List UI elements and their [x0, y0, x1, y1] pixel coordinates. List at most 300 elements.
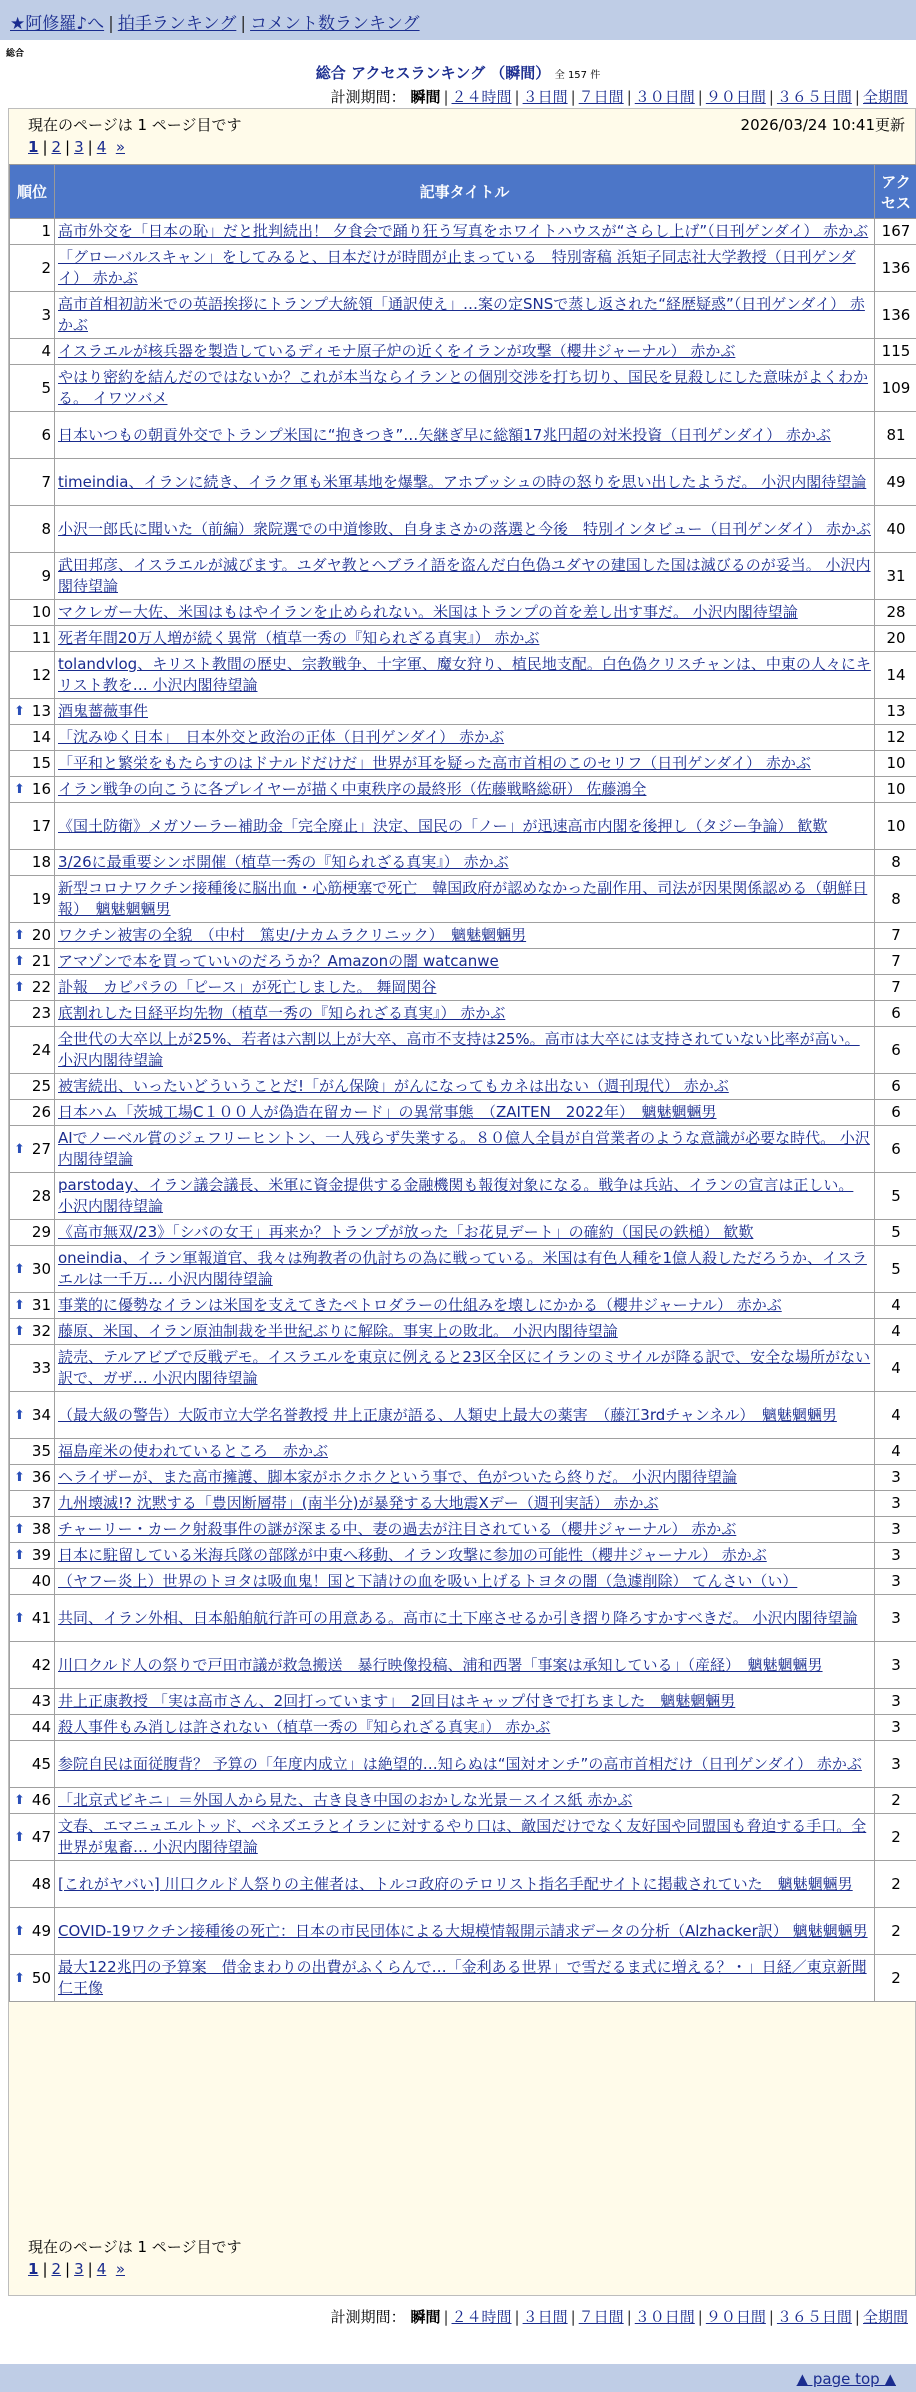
article-title-link[interactable]: 事業的に優勢なイランは米国を支えてきたペトロダラーの仕組みを壊しにかかる（櫻井ジャーナル） 赤かぶ — [58, 1296, 782, 1314]
article-title-link[interactable]: やはり密約を結んだのではないか？これが本当ならイランとの個別交渉を打ち切り、国民を見殺しにした意味がよくわかる。 イワツバメ — [58, 368, 869, 407]
pager-page-4[interactable]: 4 — [96, 138, 107, 156]
rank-up-arrow-icon: ⬆ — [14, 1610, 25, 1626]
title-cell — [55, 1173, 875, 1220]
article-title-link[interactable]: timeindia、イランに続き、イラク軍も米軍基地を爆撃。アホブッシュの時の怒りを思い出したようだ。 小沢内閣待望論 — [58, 472, 867, 491]
access-count: 8 — [875, 850, 916, 876]
rank-number: 15 — [31, 754, 51, 772]
table-row — [10, 1392, 916, 1439]
rank-cell — [10, 777, 55, 803]
title-cell — [55, 1908, 875, 1955]
header-title: 記事タイトル — [55, 165, 875, 219]
table-row — [10, 1788, 916, 1814]
rank-number: 20 — [31, 926, 51, 944]
title-cell — [55, 725, 875, 751]
pager-page-4[interactable]: 4 — [96, 2260, 107, 2278]
title-cell — [55, 1100, 875, 1126]
footer-bar — [0, 2364, 916, 2392]
title-cell — [55, 1439, 875, 1465]
table-row — [10, 777, 916, 803]
article-title-link[interactable]: 被害続出、いったいどういうことだ!「がん保険」がんになってもカネは出ない（週刊現代） 赤かぶ — [58, 1077, 729, 1095]
pager-page-3[interactable]: 3 — [74, 138, 84, 156]
general-tag: 総合 — [6, 49, 25, 59]
title-cell — [55, 1595, 875, 1642]
rank-number: 19 — [31, 889, 51, 908]
access-count: 3 — [875, 1517, 916, 1543]
access-count: 10 — [875, 803, 916, 850]
article-title-link[interactable]: ワクチン被害の全貌 （中村 篤史/ナカムラクリニック） 魑魅魍魎男 — [58, 926, 527, 944]
access-count: 3 — [875, 1689, 916, 1715]
article-title-link[interactable]: 日本いつもの朝貢外交でトランプ米国に“抱きつき”…矢継ぎ早に総額17兆円超の対米投資（日刊ゲンダイ） 赤かぶ — [58, 425, 831, 444]
rank-cell — [10, 1345, 55, 1392]
rank-cell — [10, 1642, 55, 1689]
access-count: 31 — [875, 553, 916, 600]
title-cell — [55, 1126, 875, 1173]
period-90d-link[interactable]: ９０日間 — [705, 2308, 766, 2326]
access-count: 14 — [875, 652, 916, 699]
title-cell — [55, 850, 875, 876]
period-label: 計測期間： — [330, 2308, 406, 2326]
rank-cell — [10, 975, 55, 1001]
rank-number: 38 — [31, 1520, 51, 1538]
title-cell — [55, 699, 875, 725]
rank-number: 49 — [31, 1921, 51, 1940]
rank-cell — [10, 1392, 55, 1439]
rank-number: 9 — [41, 566, 51, 585]
rank-number: 16 — [31, 780, 51, 798]
rank-number: 46 — [31, 1791, 51, 1809]
rank-number: 35 — [31, 1442, 51, 1460]
rank-number: 13 — [31, 702, 51, 720]
rank-number: 12 — [31, 665, 51, 684]
rank-number: 3 — [41, 305, 51, 324]
rank-number: 23 — [31, 1004, 51, 1022]
access-count: 5 — [875, 1246, 916, 1293]
clap-ranking-link[interactable]: 拍手ランキング — [117, 14, 237, 34]
title-cell — [55, 1001, 875, 1027]
table-row — [10, 751, 916, 777]
article-title-link[interactable]: イラン戦争の向こうに各プレイヤーが描く中東秩序の最終形（佐藤戦略総研） 佐藤鴻全 — [58, 780, 647, 798]
rank-number: 18 — [31, 853, 51, 871]
pager-top: 1 | 2 | 3 | 4 » — [28, 138, 125, 156]
title-cell — [55, 1543, 875, 1569]
article-title-link[interactable]: （ヤフー炎上）世界のトヨタは吸血鬼！国と下請けの血を吸い上げるトヨタの闇（急遽削除） てんさい（い） — [58, 1572, 798, 1590]
title-cell — [55, 365, 875, 412]
rank-up-arrow-icon: ⬆ — [14, 782, 25, 797]
table-row — [10, 506, 916, 553]
article-title-link[interactable]: 小沢一郎氏に聞いた（前編）衆院選での中道惨敗、自身まさかの落選と今後 特別インタビュー（日刊ゲンダイ） 赤かぶ — [58, 519, 871, 538]
access-count: 81 — [875, 412, 916, 459]
table-row — [10, 1861, 916, 1908]
rank-cell — [10, 292, 55, 339]
rank-up-arrow-icon: ⬆ — [14, 954, 25, 969]
article-title-link[interactable]: 日本ハム「茨城工場C１００人が偽造在留カード」の異常事態 （ZAITEN 2022年） 魑魅魍魎男 — [58, 1103, 717, 1121]
article-title-link[interactable]: 日本に駐留している米海兵隊の部隊が中東へ移動、イラン攻撃に参加の可能性（櫻井ジャーナル） 赤かぶ — [58, 1546, 767, 1564]
period-all-link[interactable]: 全期間 — [862, 2308, 908, 2326]
pager-page-2[interactable]: 2 — [51, 2260, 62, 2278]
table-row — [10, 949, 916, 975]
rank-cell — [10, 412, 55, 459]
title-cell — [55, 600, 875, 626]
rank-up-arrow-icon: ⬆ — [14, 1324, 25, 1339]
rank-up-arrow-icon: ⬆ — [14, 1470, 25, 1485]
rank-cell — [10, 751, 55, 777]
article-title-link[interactable]: 読売、テルアビブで反戦デモ。イスラエルを東京に例えると23区全区にイランのミサイルが降る訳で、安全な場所がない訳で、ガザ… 小沢内閣待望論 — [58, 1348, 871, 1387]
access-count: 6 — [875, 1027, 916, 1074]
rank-cell — [10, 1689, 55, 1715]
table-row — [10, 1220, 916, 1246]
access-count: 10 — [875, 777, 916, 803]
pager-next[interactable]: » — [115, 2260, 125, 2278]
ranking-table — [9, 164, 916, 2002]
access-count: 49 — [875, 459, 916, 506]
title-cell — [55, 1642, 875, 1689]
title-cell — [55, 1861, 875, 1908]
access-count: 6 — [875, 1126, 916, 1173]
access-count: 2 — [875, 1814, 916, 1861]
top-nav-bar — [0, 0, 916, 40]
title-cell — [55, 412, 875, 459]
article-title-link[interactable]: 「北京式ビキニ」＝外国人から見た、古き良き中国のおかしな光景－スイス紙 赤かぶ — [58, 1791, 633, 1809]
period-90d-link[interactable]: ９０日間 — [705, 88, 766, 106]
rank-cell — [10, 1517, 55, 1543]
pager-next[interactable]: » — [115, 138, 125, 156]
access-count: 3 — [875, 1741, 916, 1788]
rank-number: 29 — [31, 1223, 51, 1241]
rank-up-arrow-icon: ⬆ — [14, 1261, 25, 1277]
access-count: 13 — [875, 699, 916, 725]
table-row — [10, 803, 916, 850]
article-title-link[interactable]: [これがヤバい] 川口クルド人祭りの主催者は、トルコ政府のテロリスト指名手配サイトに掲載されていた 魑魅魍魎男 — [58, 1874, 853, 1893]
access-count: 4 — [875, 1439, 916, 1465]
article-title-link[interactable]: tolandvlog、キリスト教間の歴史、宗教戦争、十字軍、魔女狩り、植民地支配。白色偽クリスチャンは、中東の人々にキリスト教を… 小沢内閣待望論 — [58, 655, 871, 694]
rank-cell — [10, 1246, 55, 1293]
article-title-link[interactable]: 川口クルド人の祭りで戸田市議が救急搬送 暴行映像投稿、浦和西署「事案は承知している」（産経） 魑魅魍魎男 — [58, 1655, 823, 1674]
article-title-link[interactable]: 《高市無双/23》「シバの女王」再来か？トランプが放った「お花見デート」の確約（国民の鉄槌） 歓歎 — [58, 1223, 754, 1241]
title-cell — [55, 1246, 875, 1293]
table-row — [10, 1741, 916, 1788]
rank-cell — [10, 219, 55, 245]
rank-number: 22 — [31, 978, 51, 996]
rank-number: 48 — [31, 1874, 51, 1893]
title-cell — [55, 923, 875, 949]
article-title-link[interactable]: 高市首相初訪米での英語挨拶にトランプ大統領「通訳使え」…案の定SNSで蒸し返された“経歴疑惑”（日刊ゲンダイ） 赤かぶ — [58, 295, 865, 334]
article-title-link[interactable]: 福島産米の使われているところ 赤かぶ — [58, 1442, 329, 1460]
table-row — [10, 1465, 916, 1491]
title-cell — [55, 245, 875, 292]
title-cell — [55, 1220, 875, 1246]
rank-cell — [10, 850, 55, 876]
pager-page-3[interactable]: 3 — [74, 2260, 84, 2278]
table-row — [10, 1715, 916, 1741]
article-title-link[interactable]: COVID-19ワクチン接種後の死亡：日本の市民団体による大規模情報開示請求データの分析（Alzhacker訳） 魑魅魍魎男 — [58, 1921, 868, 1940]
rank-cell — [10, 803, 55, 850]
rank-up-arrow-icon: ⬆ — [14, 1829, 25, 1845]
period-current: 瞬間 — [410, 88, 441, 106]
rank-number: 14 — [31, 728, 51, 746]
article-title-link[interactable]: 高市外交を「日本の恥」だと批判続出！ 夕食会で踊り狂う写真をホワイトハウスが“さらし上げ”（日刊ゲンダイ） 赤かぶ — [58, 222, 869, 240]
title-cell — [55, 1715, 875, 1741]
table-row — [10, 923, 916, 949]
rank-number: 31 — [31, 1296, 51, 1314]
table-row — [10, 1293, 916, 1319]
rank-cell — [10, 1027, 55, 1074]
table-row — [10, 1814, 916, 1861]
rank-number: 11 — [31, 629, 51, 647]
article-title-link[interactable]: 藤原、米国、イラン原油制裁を半世紀ぶりに解除。事実上の敗北。 小沢内閣待望論 — [58, 1322, 618, 1340]
header-access: アクセス — [875, 165, 916, 219]
access-count: 12 — [875, 725, 916, 751]
title-cell — [55, 975, 875, 1001]
article-title-link[interactable]: 「沈みゆく日本」 日本外交と政治の正体（日刊ゲンダイ） 赤かぶ — [58, 728, 505, 746]
rank-cell — [10, 1319, 55, 1345]
article-title-link[interactable]: チャーリー・カーク射殺事件の謎が深まる中、妻の過去が注目されている（櫻井ジャーナル） 赤かぶ — [58, 1520, 737, 1538]
page-info-top: 現在のページは 1 ページ目です — [28, 116, 242, 134]
title-cell — [55, 1517, 875, 1543]
table-row — [10, 1173, 916, 1220]
rank-number: 28 — [31, 1186, 51, 1205]
rank-number: 21 — [31, 952, 51, 970]
title-cell — [55, 1569, 875, 1595]
pager-page-1[interactable]: 1 — [28, 138, 39, 156]
access-count: 115 — [875, 339, 916, 365]
article-title-link[interactable]: 酒鬼薔薇事件 — [58, 702, 149, 720]
title-cell — [55, 876, 875, 923]
rank-up-arrow-icon: ⬆ — [14, 1141, 25, 1157]
top-nav: ★阿修羅♪へ | 拍手ランキング | コメント数ランキング — [10, 14, 420, 34]
table-row — [10, 1517, 916, 1543]
rank-up-arrow-icon: ⬆ — [14, 1298, 25, 1313]
access-count: 3 — [875, 1465, 916, 1491]
article-title-link[interactable]: （最大級の警告）大阪市立大学名誉教授 井上正康が語る、人類史上最大の薬害 （藤江3rdチャンネル） 魑魅魍魎男 — [58, 1405, 837, 1424]
rank-number: 37 — [31, 1494, 51, 1512]
article-title-link[interactable]: 「平和と繁栄をもたらすのはドナルドだけだ」世界が耳を疑った高市首相のこのセリフ（日刊ゲンダイ） 赤かぶ — [58, 754, 811, 772]
access-count: 4 — [875, 1319, 916, 1345]
table-row — [10, 876, 916, 923]
rank-cell — [10, 876, 55, 923]
table-row — [10, 292, 916, 339]
rank-cell — [10, 245, 55, 292]
period-3d-link[interactable]: ３日間 — [522, 88, 568, 106]
rank-number: 2 — [41, 258, 51, 277]
access-count: 40 — [875, 506, 916, 553]
article-title-link[interactable]: マクレガー大佐、米国はもはやイランを止められない。米国はトランプの首を差し出す事だ。 小沢内閣待望論 — [58, 603, 798, 621]
rank-number: 25 — [31, 1077, 51, 1095]
title-cell — [55, 803, 875, 850]
rank-cell — [10, 1220, 55, 1246]
rank-number: 45 — [31, 1754, 51, 1773]
rank-cell — [10, 1908, 55, 1955]
title-cell — [55, 1319, 875, 1345]
access-count: 136 — [875, 245, 916, 292]
article-title-link[interactable]: ヘライザーが、また高市擁護、脚本家がホクホクという事で、色がついたら終りだ。 小沢内閣待望論 — [58, 1468, 738, 1486]
title-cell — [55, 1074, 875, 1100]
period-3d-link[interactable]: ３日間 — [522, 2308, 568, 2326]
rank-cell — [10, 1595, 55, 1642]
rank-cell — [10, 339, 55, 365]
access-count: 2 — [875, 1788, 916, 1814]
table-row — [10, 626, 916, 652]
article-title-link[interactable]: イスラエルが核兵器を製造しているディモナ原子炉の近くをイランが攻撃（櫻井ジャーナル） 赤かぶ — [58, 342, 736, 360]
rank-cell — [10, 652, 55, 699]
access-count: 3 — [875, 1543, 916, 1569]
access-count: 3 — [875, 1642, 916, 1689]
rank-up-arrow-icon: ⬆ — [14, 1923, 25, 1939]
table-row — [10, 339, 916, 365]
table-row — [10, 1569, 916, 1595]
table-row — [10, 1001, 916, 1027]
pager-page-2[interactable]: 2 — [51, 138, 62, 156]
rank-cell — [10, 1715, 55, 1741]
article-title-link[interactable]: oneindia、イラン軍報道官、我々は殉教者の仇討ちの為に戦っている。米国は有色人種を1億人殺しただろうか、イスラエルは一千万… 小沢内閣待望論 — [58, 1249, 867, 1288]
access-count: 4 — [875, 1293, 916, 1319]
header-rank: 順位 — [10, 165, 55, 219]
access-count: 6 — [875, 1100, 916, 1126]
article-title-link[interactable]: AIでノーベル賞のジェフリーヒントン、一人残らず失業する。８０億人全員が自営業者のような意識が必要な時代。 小沢内閣待望論 — [58, 1129, 870, 1168]
rank-number: 10 — [31, 603, 51, 621]
rank-number: 5 — [41, 378, 51, 397]
article-title-link[interactable]: 全世代の大卒以上が25%、若者は六割以上が大卒、高市不支持は25%。高市は大卒には支持されていない比率が高い。 小沢内閣待望論 — [58, 1030, 860, 1069]
asyura-home-link[interactable]: ★阿修羅♪へ — [10, 14, 105, 34]
rank-cell — [10, 506, 55, 553]
period-selector-bottom: 計測期間： 瞬間 | ２４時間 | ３日間 | ７日間 | ３０日間 | ９０日間 | ３６５日間 | 全期間 — [330, 2308, 908, 2326]
title-cell — [55, 949, 875, 975]
pager-bottom: 1 | 2 | 3 | 4 » — [28, 2260, 125, 2278]
rank-number: 30 — [31, 1259, 51, 1278]
rank-number: 40 — [31, 1572, 51, 1590]
article-title-link[interactable]: 《国土防衛》メガソーラー補助金「完全廃止」決定、国民の「ノー」が迅速高市内閣を後押し（タジー争論） 歓歎 — [58, 816, 828, 835]
rank-number: 50 — [31, 1968, 51, 1987]
rank-up-arrow-icon: ⬆ — [14, 704, 25, 719]
title-cell — [55, 1955, 875, 2002]
table-row — [10, 1345, 916, 1392]
rank-up-arrow-icon: ⬆ — [14, 1793, 25, 1808]
rank-number: 26 — [31, 1103, 51, 1121]
table-row — [10, 1543, 916, 1569]
rank-number: 34 — [31, 1405, 51, 1424]
title-cell — [55, 777, 875, 803]
rank-cell — [10, 1569, 55, 1595]
table-row — [10, 1074, 916, 1100]
title-cell — [55, 1689, 875, 1715]
article-title-link[interactable]: 訃報 カピパラの「ピース」が死亡しました。 舞岡関谷 — [58, 978, 437, 996]
pager-page-1[interactable]: 1 — [28, 2260, 39, 2278]
article-title-link[interactable]: 最大122兆円の予算案 借金まわりの出費がふくらんで…「金利ある世界」で雪だるま式に増える？・」日経／東京新聞 仁王像 — [58, 1958, 867, 1997]
period-365d-link[interactable]: ３６５日間 — [776, 88, 852, 106]
article-title-link[interactable]: 死者年間20万人増が続く異常（植草一秀の『知られざる真実』） 赤かぶ — [58, 629, 540, 647]
access-count: 6 — [875, 1001, 916, 1027]
rank-cell — [10, 1465, 55, 1491]
rank-up-arrow-icon: ⬆ — [14, 980, 25, 995]
article-title-link[interactable]: 「グローバルスキャン」をしてみると、日本だけが時間が止まっている 特別寄稿 浜矩子同志社大学教授（日刊ゲンダイ） 赤かぶ — [58, 248, 856, 287]
table-row — [10, 245, 916, 292]
access-count: 6 — [875, 1074, 916, 1100]
table-row — [10, 600, 916, 626]
ranking-title-line — [0, 62, 916, 83]
title-cell — [55, 1345, 875, 1392]
rank-number: 42 — [31, 1655, 51, 1674]
period-7d-link[interactable]: ７日間 — [578, 88, 624, 106]
table-row — [10, 219, 916, 245]
rank-cell — [10, 1741, 55, 1788]
table-row — [10, 1027, 916, 1074]
period-all-link[interactable]: 全期間 — [862, 88, 908, 106]
article-title-link[interactable]: 新型コロナワクチン接種後に脳出血・心筋梗塞で死亡 韓国政府が認めなかった副作用、司法が因果関係認める（朝鮮日報） 魑魅魍魎男 — [58, 879, 868, 918]
table-row — [10, 1908, 916, 1955]
article-title-link[interactable]: 井上正康教授 「実は高市さん、2回打っています」 2回目はキャップ付きで打ちました 魑魅魍魎男 — [58, 1692, 736, 1710]
article-title-link[interactable]: 九州壊滅!? 沈黙する「豊因断層帯」(南半分)が暴発する大地震Xデー（週刊実話） 赤かぶ — [58, 1494, 659, 1512]
rank-number: 1 — [41, 222, 51, 240]
article-title-link[interactable]: 共同、イラン外相、日本船舶航行許可の用意ある。高市に土下座させるか引き摺り降ろすかすべきだ。 小沢内閣待望論 — [58, 1608, 858, 1627]
access-count: 109 — [875, 365, 916, 412]
rank-number: 6 — [41, 425, 51, 444]
rank-cell — [10, 1491, 55, 1517]
rank-cell — [10, 626, 55, 652]
table-row — [10, 1319, 916, 1345]
article-title-link[interactable]: 武田邦彦、イスラエルが滅びます。ユダヤ教とヘブライ語を盗んだ白色偽ユダヤの建国した国は滅びるのが妥当。 小沢内閣待望論 — [58, 556, 871, 595]
period-24h-link[interactable]: ２４時間 — [451, 2308, 512, 2326]
rank-cell — [10, 459, 55, 506]
rank-number: 27 — [31, 1139, 51, 1158]
table-row — [10, 1595, 916, 1642]
period-7d-link[interactable]: ７日間 — [578, 2308, 624, 2326]
rank-number: 24 — [31, 1040, 51, 1059]
article-title-link[interactable]: 殺人事件もみ消しは許されない（植草一秀の『知られざる真実』） 赤かぶ — [58, 1718, 551, 1736]
rank-cell — [10, 600, 55, 626]
title-cell — [55, 1293, 875, 1319]
period-365d-link[interactable]: ３６５日間 — [776, 2308, 852, 2326]
article-title-link[interactable]: アマゾンで本を買っていいのだろうか？Amazonの闇 watcanwe — [58, 952, 499, 970]
table-row — [10, 1246, 916, 1293]
article-title-link[interactable]: parstoday、イラン議会議長、米軍に資金提供する金融機関も報復対象になる。戦争は兵站、イランの宣言は正しい。 小沢内閣待望論 — [58, 1176, 854, 1215]
rank-number: 7 — [41, 472, 51, 491]
rank-cell — [10, 949, 55, 975]
comment-ranking-link[interactable]: コメント数ランキング — [250, 14, 420, 34]
rank-cell — [10, 1293, 55, 1319]
access-count: 20 — [875, 626, 916, 652]
period-30d-link[interactable]: ３０日間 — [634, 88, 695, 106]
title-cell — [55, 219, 875, 245]
rank-cell — [10, 1100, 55, 1126]
table-row — [10, 1126, 916, 1173]
rank-number: 47 — [31, 1827, 51, 1846]
rank-up-arrow-icon: ⬆ — [14, 928, 25, 943]
access-count: 7 — [875, 949, 916, 975]
access-count: 5 — [875, 1220, 916, 1246]
rank-cell — [10, 1074, 55, 1100]
title-cell — [55, 626, 875, 652]
period-30d-link[interactable]: ３０日間 — [634, 2308, 695, 2326]
period-24h-link[interactable]: ２４時間 — [451, 88, 512, 106]
table-row — [10, 850, 916, 876]
article-title-link[interactable]: 3/26に最重要シンポ開催（植草一秀の『知られざる真実』） 赤かぶ — [58, 853, 509, 871]
title-cell — [55, 1392, 875, 1439]
article-title-link[interactable]: 底割れした日経平均先物（植草一秀の『知られざる真実』） 赤かぶ — [58, 1004, 506, 1022]
table-row — [10, 699, 916, 725]
article-title-link[interactable]: 参院自民は面従腹背？ 予算の「年度内成立」は絶望的…知らぬは“国対オンチ”の高市首相だけ（日刊ゲンダイ） 赤かぶ — [58, 1754, 862, 1773]
access-count: 4 — [875, 1345, 916, 1392]
access-count: 3 — [875, 1595, 916, 1642]
access-count: 5 — [875, 1173, 916, 1220]
access-count: 3 — [875, 1491, 916, 1517]
article-title-link[interactable]: 文春、エマニュエルトッド、ベネズエラとイランに対するやり口は、敵国だけでなく友好国や同盟国も脅迫する手口。全世界が鬼畜… 小沢内閣待望論 — [58, 1817, 867, 1856]
rank-cell — [10, 1173, 55, 1220]
rank-cell — [10, 699, 55, 725]
title-cell — [55, 1814, 875, 1861]
rank-number: 41 — [31, 1608, 51, 1627]
page-top-link[interactable]: ▲ page top ▲ — [796, 2370, 896, 2388]
rank-cell — [10, 1814, 55, 1861]
rank-up-arrow-icon: ⬆ — [14, 1548, 25, 1563]
